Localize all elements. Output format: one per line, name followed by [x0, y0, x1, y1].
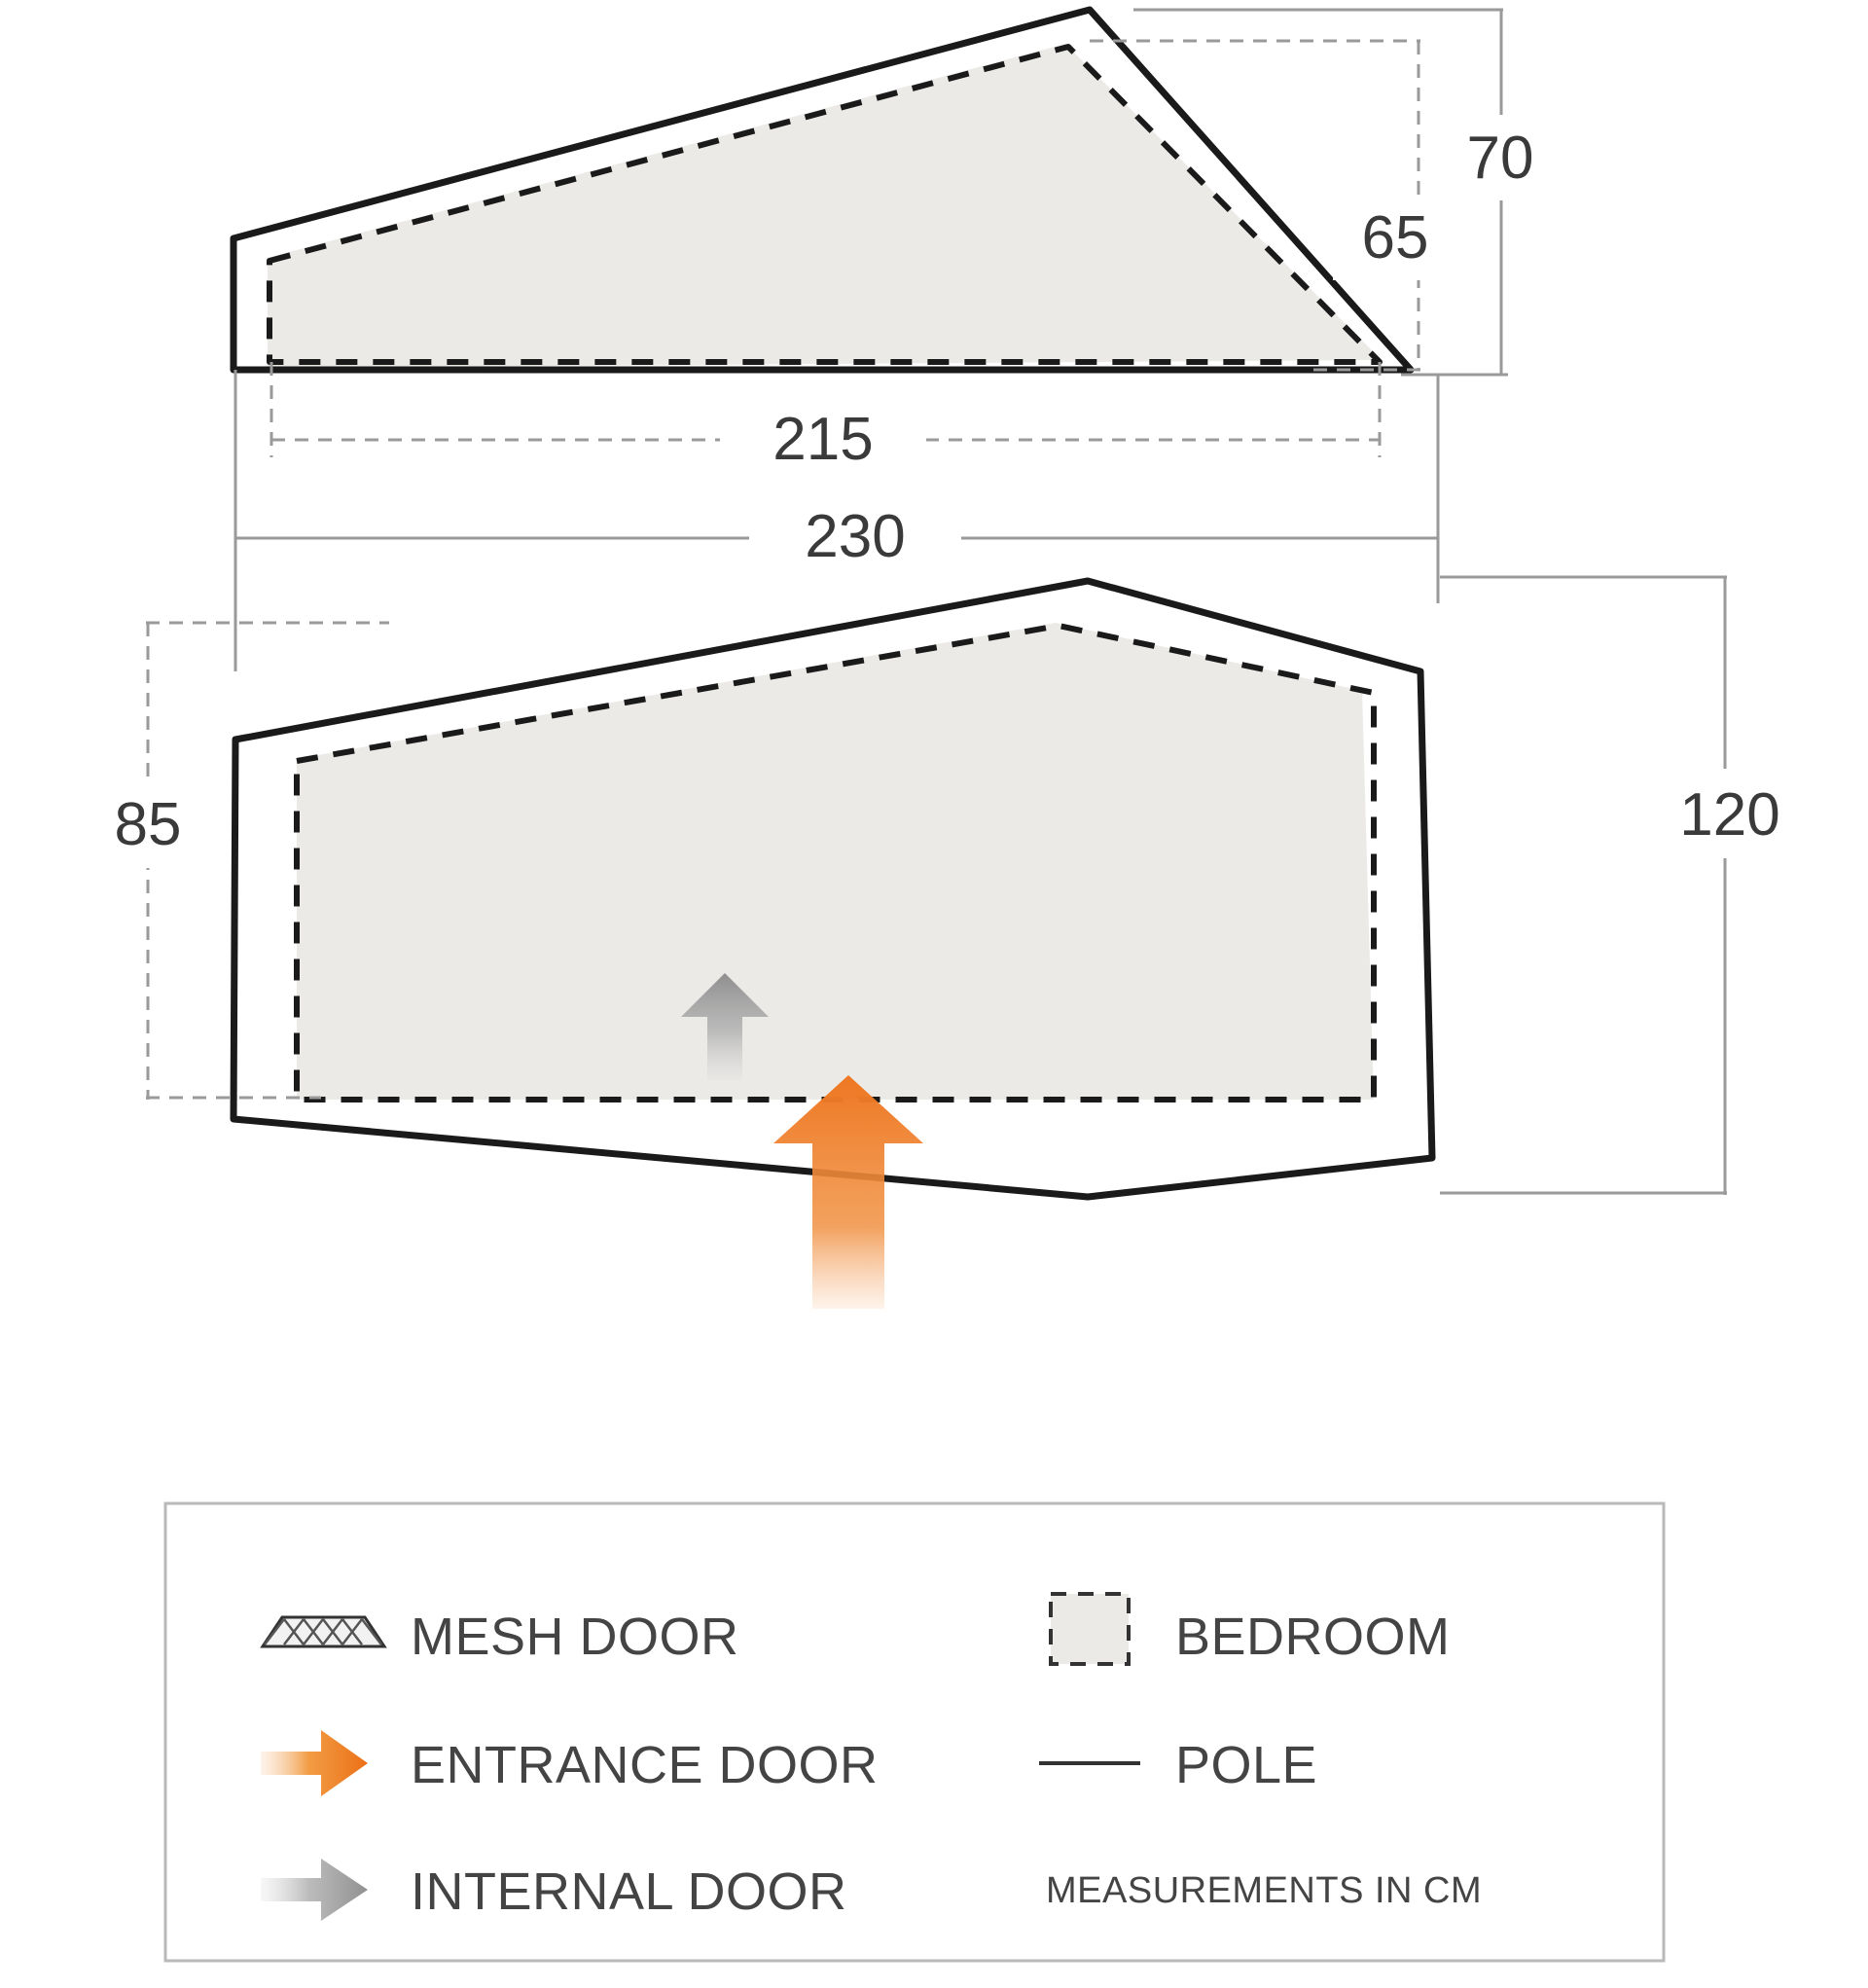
legend-units-note: MEASUREMENTS IN CM: [1046, 1870, 1483, 1911]
legend-label-entrance-door: ENTRANCE DOOR: [411, 1736, 879, 1794]
legend: [165, 1503, 1664, 1961]
dimension-label-65: 65: [1361, 204, 1429, 271]
legend-label-bedroom: BEDROOM: [1175, 1608, 1451, 1666]
legend-label-mesh-door: MESH DOOR: [411, 1608, 739, 1666]
mesh-door-icon: [263, 1617, 384, 1646]
dimension-label-70: 70: [1466, 125, 1534, 192]
legend-label-internal-door: INTERNAL DOOR: [411, 1862, 847, 1921]
entrance-door-arrow: [773, 1075, 923, 1309]
floor-plan-bedroom-fill: [297, 623, 1374, 1100]
side-elevation-bedroom-fill: [268, 44, 1382, 368]
bedroom-swatch-icon: [1051, 1594, 1129, 1664]
legend-label-pole: POLE: [1175, 1736, 1318, 1794]
dimension-label-85: 85: [114, 791, 182, 858]
dimension-label-230: 230: [805, 503, 906, 570]
dimension-label-215: 215: [772, 406, 874, 473]
side-elevation-view: [234, 10, 1411, 370]
dimension-label-120: 120: [1679, 781, 1780, 849]
